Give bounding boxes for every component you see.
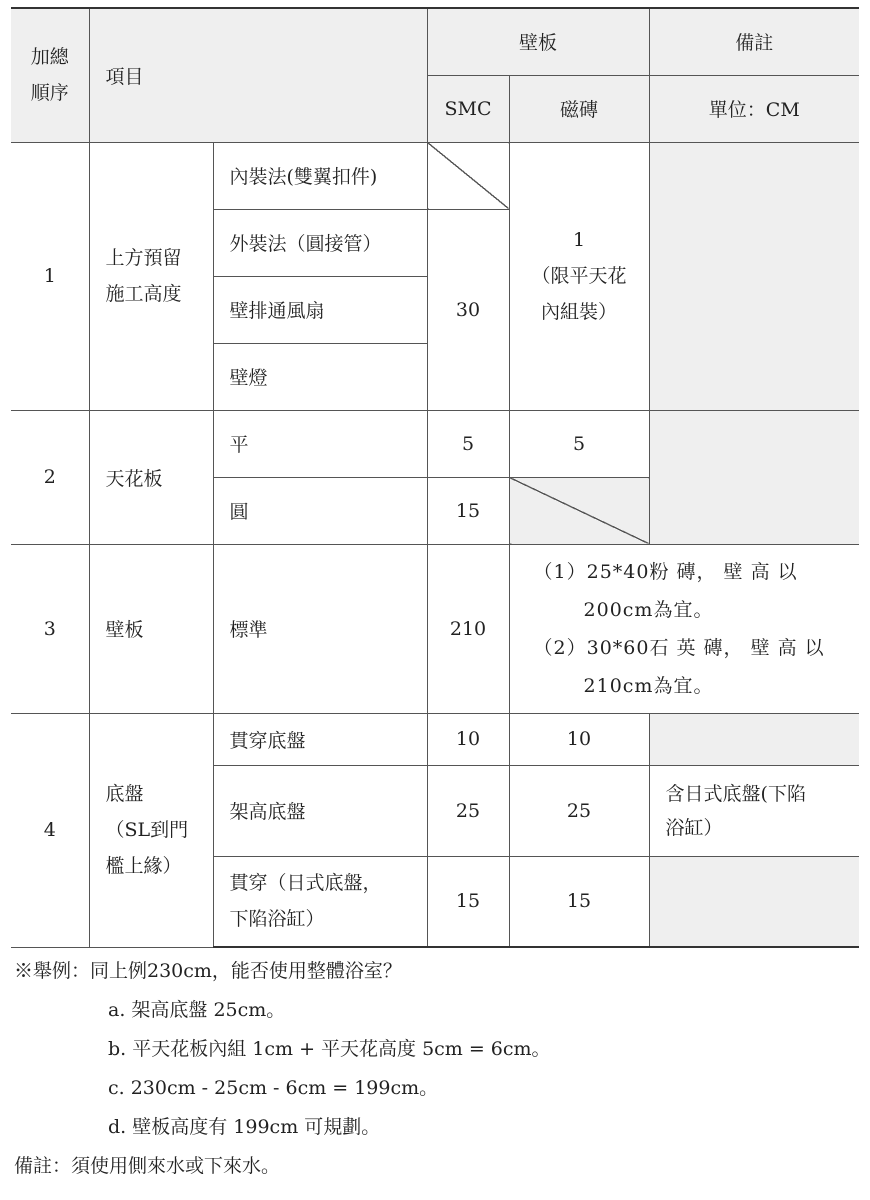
row3-remark-line4: 210cm為宜。 <box>583 674 714 697</box>
row4-tile-raised: 25 <box>509 765 649 856</box>
row1-smc: 30 <box>427 209 509 410</box>
row3-smc: 210 <box>427 544 509 713</box>
row4-sub-through: 貫穿底盤 <box>213 713 427 765</box>
row2-number: 2 <box>11 410 89 544</box>
example-heading: ※舉例：同上例230cm，能否使用整體浴室？ <box>14 960 402 982</box>
row1-tile: 1 （限平天花 內組裝） <box>509 142 649 410</box>
header-wall-panel: 壁板 <box>427 8 649 75</box>
row4-smc-japanese: 15 <box>427 856 509 947</box>
row1-sub-external: 外裝法（圓接管） <box>213 209 427 276</box>
header-order: 加總 順序 <box>11 8 89 142</box>
row4-remark-raised: 含日式底盤(下陷 浴缸） <box>649 765 859 856</box>
row4-number: 4 <box>11 713 89 947</box>
row4-smc-raised: 25 <box>427 765 509 856</box>
row4-sub-raised: 架高底盤 <box>213 765 427 856</box>
row3-number: 3 <box>11 544 89 713</box>
row3-item: 壁板 <box>89 544 213 713</box>
row4-tile-through: 10 <box>509 713 649 765</box>
row4-remark-empty-1 <box>649 713 859 765</box>
row2-smc-flat: 5 <box>427 410 509 477</box>
row2-tile-na <box>509 477 649 544</box>
row1-sub-lamp: 壁燈 <box>213 343 427 410</box>
row1-sub-internal: 內裝法(雙翼扣件) <box>213 142 427 209</box>
row1-item: 上方預留 施工高度 <box>89 142 213 410</box>
row4-sub-japanese: 貫穿（日式底盤， 下陷浴缸） <box>213 856 427 947</box>
row3-remark-line2: 200cm為宜。 <box>583 598 714 621</box>
row2-remark-empty <box>649 410 859 544</box>
row4-remark-empty-3 <box>649 856 859 947</box>
row3-remark <box>509 544 859 713</box>
row1-smc-na <box>427 142 509 209</box>
row1-sub-fan: 壁排通風扇 <box>213 276 427 343</box>
remark-note: 備註：須使用側來水或下來水。 <box>14 1155 281 1177</box>
example-step-d: d. 壁板高度有 199cm 可規劃。 <box>108 1116 381 1138</box>
row2-sub-flat: 平 <box>213 410 427 477</box>
header-remarks: 備註 <box>649 8 859 75</box>
header-smc: SMC <box>427 75 509 142</box>
header-tile: 磁磚 <box>509 75 649 142</box>
height-spec-table <box>11 7 859 948</box>
row2-item: 天花板 <box>89 410 213 544</box>
row4-item: 底盤 （SL到門 檻上緣） <box>89 713 213 947</box>
row3-sub: 標準 <box>213 544 427 713</box>
header-item: 項目 <box>89 8 427 142</box>
header-unit: 單位：CM <box>649 75 859 142</box>
row2-smc-round: 15 <box>427 477 509 544</box>
row3-remark-line1: （1）25*40粉 磚， 壁 高 以 <box>533 560 798 583</box>
example-step-a: a. 架高底盤 25cm。 <box>108 999 286 1021</box>
row1-number: 1 <box>11 142 89 410</box>
row2-tile-flat: 5 <box>509 410 649 477</box>
example-step-b: b. 平天花板內組 1cm + 平天花高度 5cm = 6cm。 <box>108 1038 551 1060</box>
row2-sub-round: 圓 <box>213 477 427 544</box>
example-notes <box>14 952 854 1186</box>
row4-tile-japanese: 15 <box>509 856 649 947</box>
row1-remark-empty <box>649 142 859 410</box>
row3-remark-line3: （2）30*60石 英 磚， 壁 高 以 <box>533 636 825 659</box>
example-step-c: c. 230cm - 25cm - 6cm = 199cm。 <box>108 1077 439 1099</box>
row4-smc-through: 10 <box>427 713 509 765</box>
